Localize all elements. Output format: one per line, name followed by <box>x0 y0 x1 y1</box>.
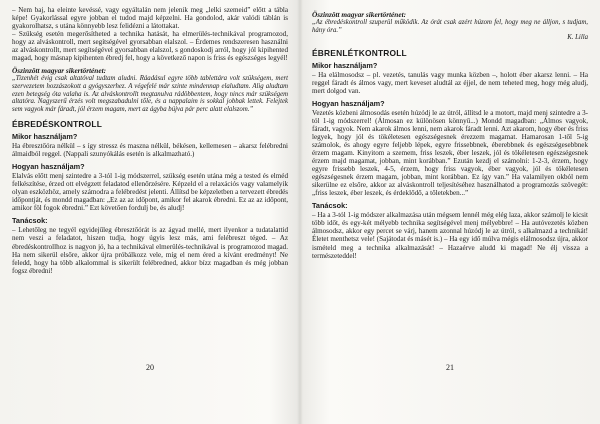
quote-text: „Tizenhét évig csak altatóval tudtam aludni. Ráadásul egyre több tablettára volt szükségem, mert szervezetem hozzászokott a gyógyszerhez. A végefelé már szinte mindennap elaludtam. Alig aludtam ezen betegség óta valaha is. Az alváskontrollt megtanulva rádöbbentem, hogy nincs már szükségem altatóra. Nagyszerű érzés volt megszabadulni tőle, és a nappalaim is sokkal jobbak lettek. Felejtek sem vagyok már fáradt, jól érzem magam, mert az ágyba bújva pár perc alatt elalszom.” <box>12 75 288 114</box>
left-page <box>12 6 288 424</box>
hogyan-heading: Hogyan használjam? <box>312 98 385 108</box>
mikor-text: – Ha elálmosodsz – pl. vezetés, tanulás vagy munka közben –, holott éber akarsz lenni. – Ha reggel fáradt és álmos vagy, mert keveset aludtál az éjjel, de nem teheted meg, hogy még aludj, mert dolgod van. <box>312 70 588 95</box>
mikor-text: Ha ébresztőóra nélkül – s így stressz és maszna nélkül, békésen, kellemesen – akarsz felébredni álmaidból reggel. (Nappali szunyókálás esetén is alkalmazható.) <box>12 141 288 159</box>
quote-title: Öszinzött magyar sikertörténet: <box>312 10 407 19</box>
page-number: 20 <box>146 363 154 372</box>
mikor-heading: Mikor használjam? <box>312 60 378 70</box>
tanacsok-text: – Lehetőleg ne tegyél egyidejűleg ébresztőórát is az ágyad mellé, mert ilyenkor a tudatalattid nem veszi a feladatot, hiszen tudja, hogy úgyis lesz más, ami felébreszt téged. – Az ébredéskontrollhoz is nagyon jó, ha a technikával elmerülés-technikával is programozod magad. Ha nem sikerül elsőre, akkor újra próbálkozz vele, míg el nem éred a kívánt eredményt! Ne feledd, hogy ha több alkalommal is sikerült felébredned, akkor bízz magadban és még jobban fogsz ébredni! <box>12 226 288 275</box>
quote-title: Öszinzött magyar sikertörténet: <box>12 66 107 76</box>
section-title: ÉBRENLÉTKONTROLL <box>312 47 407 58</box>
hogyan-text: Vezetés közbeni álmosodás esetén húzódj le az útról, állítsd le a motort, majd menj szintedre a 3-tól 1-ig módszerrel! (Álmosan ez különösen könnyű...) Mondd magadban: „Álmos vagyok, fáradt, vagyok. Nem akarok álmos lenni, nem akarok fáradt lenni. Azt akarom, hogy éber és friss legyek, hogy jól és tökéletesen egészségesnek érezzem magamat. Hamarosan 1-től 5-ig számolok, és ahogy egyre feljebb lépek, egyre frissebbnek, éberebbnek és egészségesebbnek érzem magam. Kinyitom a szemem, friss leszek, éber leszek, jól és tökéletesen egészségesnek érzem majd magamat, jobban, mint korábban.” Ezután kezdj el számolni: 1-2-3, érzem, hogy egyre frissebb leszek, 4-5, érzem, hogy friss vagyok, éber vagyok, jól és tökéletesen egészségesnek érzem magam, jobban, mint korábban. Ez így van.” Ha valamilyen okból nem sikerülne ez elsőre, akkor az alváskontroll teljesítéséhez használhatod a programozás szövegét: „friss leszek, éber leszek, és érdeklődő, a tőletekben...” <box>312 108 588 198</box>
tanacsok-heading: Tanácsok: <box>12 216 48 226</box>
quote-author: K. Lilla <box>567 34 588 42</box>
quote-text: „Az ébredéskontroll szuperül működik. Az órát csak azért húzom fel, hogy meg ne álljon, s tudjam, hány óra.” <box>312 19 588 34</box>
tanacsok-heading: Tanácsok: <box>312 201 348 211</box>
mikor-heading: Mikor használjam? <box>12 131 78 141</box>
intro-paragraph-2: – Szükség esetén megerősítheted a technika hatását, ha elmerülés-technikával programozod, hogy az alváskontroll, mert segítségével gyorsabban elalszol. – Érdemes rendszeresen használni az alváskontrollt, mert segítségével gyorsabban elalszol, s gondoskodj arról, hogy jól kipihented magad, hogy másnap kipihenten ébredj fel, hogy a következő napon is friss és egészséges legyél! <box>12 30 288 63</box>
hogyan-text: Elalvás előtt menj szintedre a 3-tól 1-ig módszerrel, szükség esetén utána még a tested és elméd felkészítése, érzed ott elvégzett feladatod ellenőrzésére. Képzeld el a relaxációs vagy valamelyik olyan eszközhöz, amely számodra a felébredést jelenti. Állítsd be képzeletben a tervezett ébredés időpontját, és mondd magadban: „Ez az az időpont, amikor fel akarok ébredni. Ez az az időpont, amikor föl fogok ébredni.” Ezt követően fordulj be, és aludj! <box>12 172 288 213</box>
section-title: ÉBREDÉSKONTROLL <box>12 118 103 129</box>
page-number: 21 <box>446 363 454 372</box>
tanacsok-text: – Ha a 3-tól 1-ig módszer alkalmazása után mégsem lennél még elég laza, akkor számolj le kicsit több időt, és egy-két mélyebb technika segítségével menj mélyebbre! – Ha autóvezetés közben álmosodsz, akkor egy percet se várj, hanem azonnal húzódj le az útról, s alkalmazd a technikát! Életet menthetsz vele! (Sajátodat és másét is.) – Ha egy idő múlva mégis elálmosodsz újra, akkor ismételd meg a technika alkalmazását! – Hazaérve aludd ki magad! Ne élj vissza a természeteddel! <box>312 211 588 260</box>
intro-paragraph-1: – Nem baj, ha eleinte kevéssé, vagy egyáltalán nem jelenik meg „lelki szemeid” előtt a tábla képe! Gyakorlással egyre jobban el tudod majd képzelni. Ha gondolod, akár valódi táblán is gyakorolhatsz, s utána könnyebb lesz felidézni a látottakat. <box>12 6 288 31</box>
right-page <box>312 6 588 424</box>
hogyan-heading: Hogyan használjam? <box>12 162 85 172</box>
